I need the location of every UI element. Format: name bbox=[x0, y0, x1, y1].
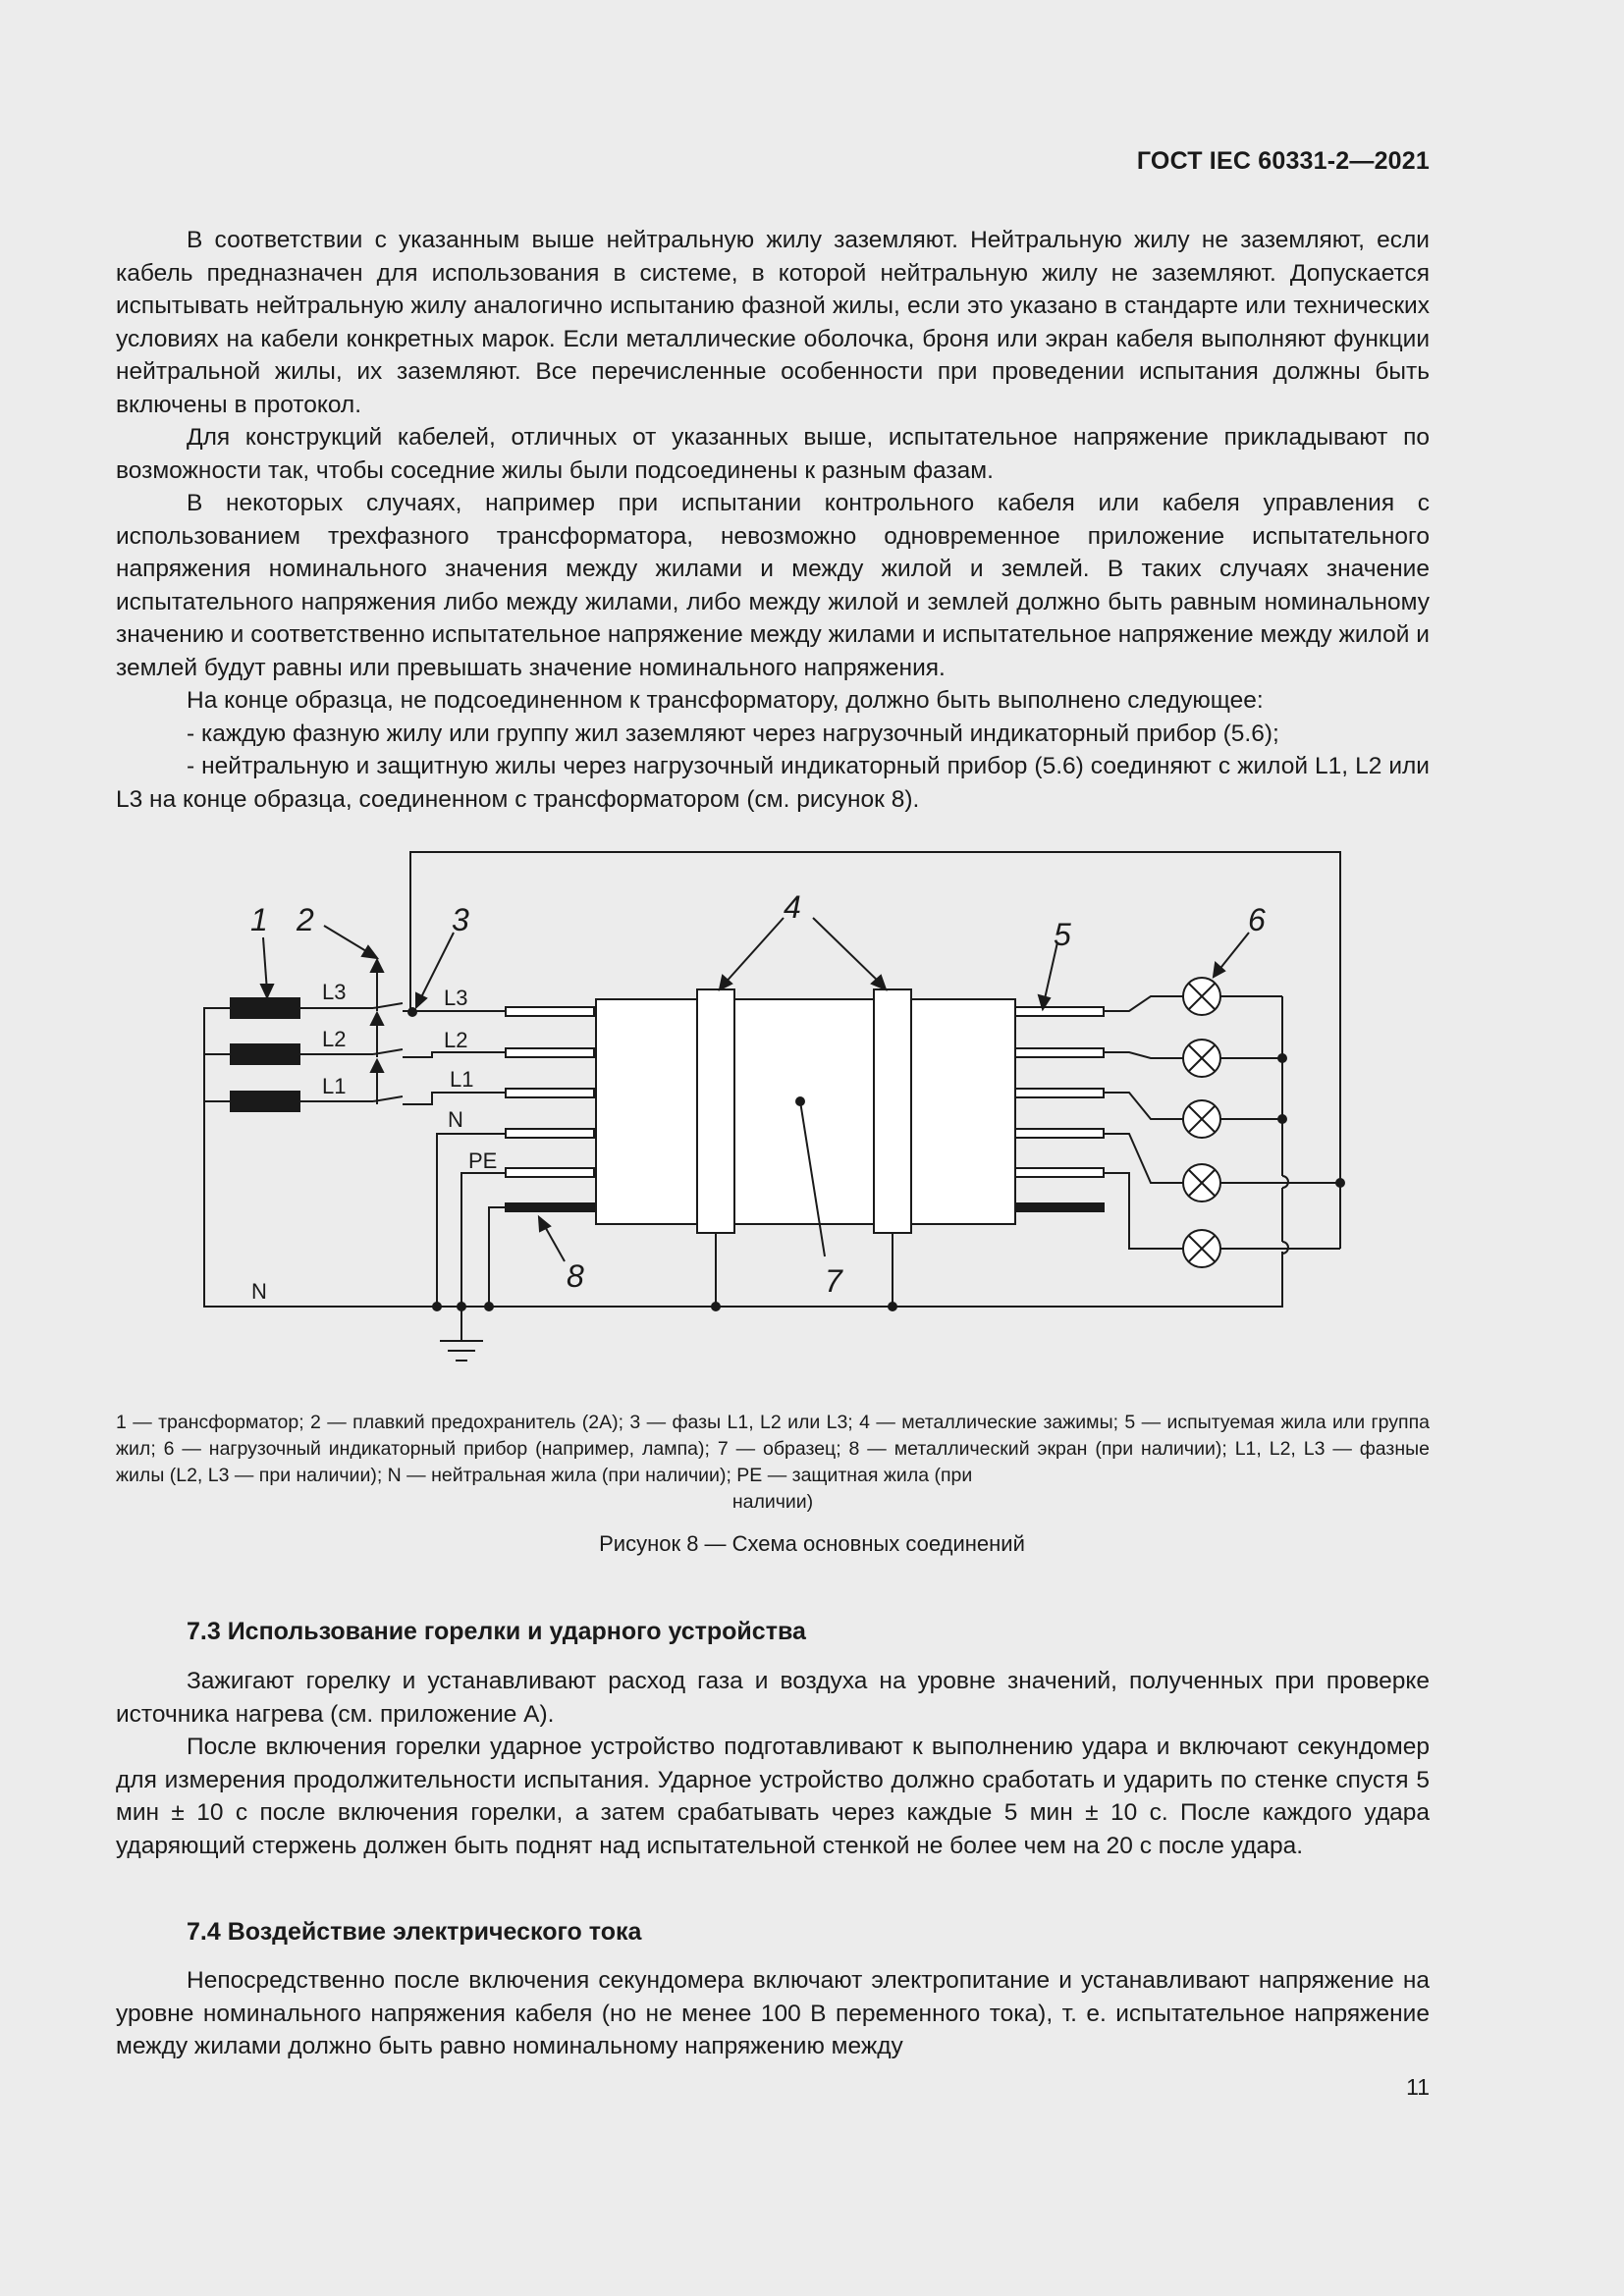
metal-clamp bbox=[874, 989, 911, 1233]
label-l2: L2 bbox=[444, 1028, 468, 1052]
intro-text bbox=[116, 224, 1430, 816]
callout-2: 2 bbox=[297, 902, 314, 937]
transformer-coil bbox=[231, 1044, 299, 1064]
paragraph: В соответствии с указанным выше нейтральную жилу заземляют. Нейтральную жилу не заземляют, если кабель предназначен для использования в системе, в которой нейтральную жилу не заземляют. Допускается испытывать нейтральную жилу аналогично испытанию фазной жилы, если это указано в стандарте или технических условиях на кабели конкретных марок. Если металлические оболочка, броня или экран кабеля выполняют функции нейтральной жилы, их заземляют. Все перечисленные особенности при проведении испытания должны быть включены в протокол. bbox=[116, 227, 1430, 418]
indicator-lamp bbox=[1183, 1040, 1220, 1077]
paragraph: Зажигают горелку и устанавливают расход газа и воздуха на уровне значений, полученных при проверке источника нагрева (см. приложение А). bbox=[116, 1668, 1430, 1728]
callout-1: 1 bbox=[250, 902, 268, 937]
legend-text: 1 — трансформатор; 2 — плавкий предохранитель (2А); 3 — фазы L1, L2 или L3; 4 — металлические зажимы; 5 — испытуемая жила или группа жил; 6 — нагрузочный индикаторный прибор (например, лампа); 7 — образец; 8 — металлический экран (при наличии); L1, L2, L3 — фазные жилы (L2, L3 — при наличии); N — нейтральная жила (при наличии); PE — защитная жила (при bbox=[116, 1412, 1430, 1486]
paragraph: Для конструкций кабелей, отличных от указанных выше, испытательное напряжение прикладывают по возможности так, чтобы соседние жилы были подсоединены к разным фазам. bbox=[116, 424, 1430, 484]
indicator-lamp bbox=[1183, 1164, 1220, 1201]
section-7-3-text bbox=[116, 1665, 1430, 1862]
callout-5: 5 bbox=[1054, 917, 1071, 952]
conductor-end bbox=[506, 1048, 594, 1057]
conductor-end bbox=[506, 1168, 594, 1177]
label-l1: L1 bbox=[450, 1067, 474, 1092]
label-bottom-n: N bbox=[251, 1279, 267, 1304]
callout-6: 6 bbox=[1248, 902, 1266, 937]
section-7-4-text bbox=[116, 1964, 1430, 2063]
section-title-7-3: 7.3 Использование горелки и ударного устройства bbox=[187, 1618, 806, 1645]
section-title-7-4: 7.4 Воздействие электрического тока bbox=[187, 1918, 642, 1946]
paragraph: После включения горелки ударное устройство подготавливают к выполнению удара и включают секундомер для измерения продолжительности испытания. Ударное устройство должно сработать и ударить по стенке спустя 5 мин ± 10 с после включения горелки, а затем срабатывать через каждые 5 мин ± 10 с. После каждого удара ударяющий стержень должен быть поднят над испытательной стенкой не более чем на 20 с после удара. bbox=[116, 1734, 1430, 1859]
circuit-schematic bbox=[0, 834, 1624, 1384]
metal-clamp bbox=[697, 989, 734, 1233]
metal-screen bbox=[506, 1203, 594, 1211]
conductor-end bbox=[506, 1089, 594, 1097]
label-l3: L3 bbox=[444, 986, 468, 1010]
paragraph: Непосредственно после включения секундомера включают электропитание и устанавливают напряжение на уровне номинального напряжения кабеля (но не менее 100 В переменного тока), т. е. испытательное напряжение между жилами должно быть равно номинальному напряжению между bbox=[116, 1967, 1430, 2059]
conductor-end bbox=[506, 1129, 594, 1138]
figure-legend bbox=[116, 1410, 1430, 1516]
label-pe: PE bbox=[468, 1148, 498, 1173]
indicator-lamp bbox=[1183, 1230, 1220, 1267]
indicator-lamp bbox=[1183, 1100, 1220, 1138]
legend-text-end: наличии) bbox=[731, 1491, 814, 1513]
label-left-l3: L3 bbox=[322, 980, 347, 1004]
list-item: - каждую фазную жилу или группу жил заземляют через нагрузочный индикаторный прибор (5.6); bbox=[187, 720, 1279, 747]
paragraph: В некоторых случаях, например при испытании контрольного кабеля или кабеля управления с использованием трехфазного трансформатора, невозможно одновременное приложение испытательного напряжения номинального значения между жилами и между жилой и землей. В таких случаях значение испытательного напряжения либо между жилами, либо между жилой и землей должно быть равным номинальному значению и соответственно испытательное напряжение между жилами и испытательное напряжение между жилой и землей будут равны или превышать значение номинального напряжения. bbox=[116, 490, 1430, 681]
sample bbox=[596, 999, 1015, 1224]
callout-7: 7 bbox=[825, 1263, 842, 1299]
label-left-l2: L2 bbox=[322, 1027, 347, 1051]
transformer-coil bbox=[231, 998, 299, 1018]
figure-caption: Рисунок 8 — Схема основных соединений bbox=[599, 1531, 1025, 1556]
label-left-l1: L1 bbox=[322, 1074, 347, 1098]
callout-3: 3 bbox=[452, 902, 469, 937]
callout-4: 4 bbox=[784, 889, 801, 925]
connection-diagram bbox=[0, 834, 1624, 1384]
paragraph: На конце образца, не подсоединенном к трансформатору, должно быть выполнено следующее: bbox=[187, 687, 1264, 714]
conductor-end bbox=[506, 1007, 594, 1016]
document-code: ГОСТ IEC 60331-2—2021 bbox=[1136, 147, 1430, 175]
callout-8: 8 bbox=[567, 1258, 584, 1294]
page-number: 11 bbox=[1406, 2074, 1430, 2100]
indicator-lamp bbox=[1183, 978, 1220, 1015]
transformer-coil bbox=[231, 1092, 299, 1111]
label-n: N bbox=[448, 1107, 463, 1132]
list-item: - нейтральную и защитную жилы через нагрузочный индикаторный прибор (5.6) соединяют с жилой L1, L2 или L3 на конце образца, соединенном с трансформатором (см. рисунок 8). bbox=[116, 753, 1430, 813]
